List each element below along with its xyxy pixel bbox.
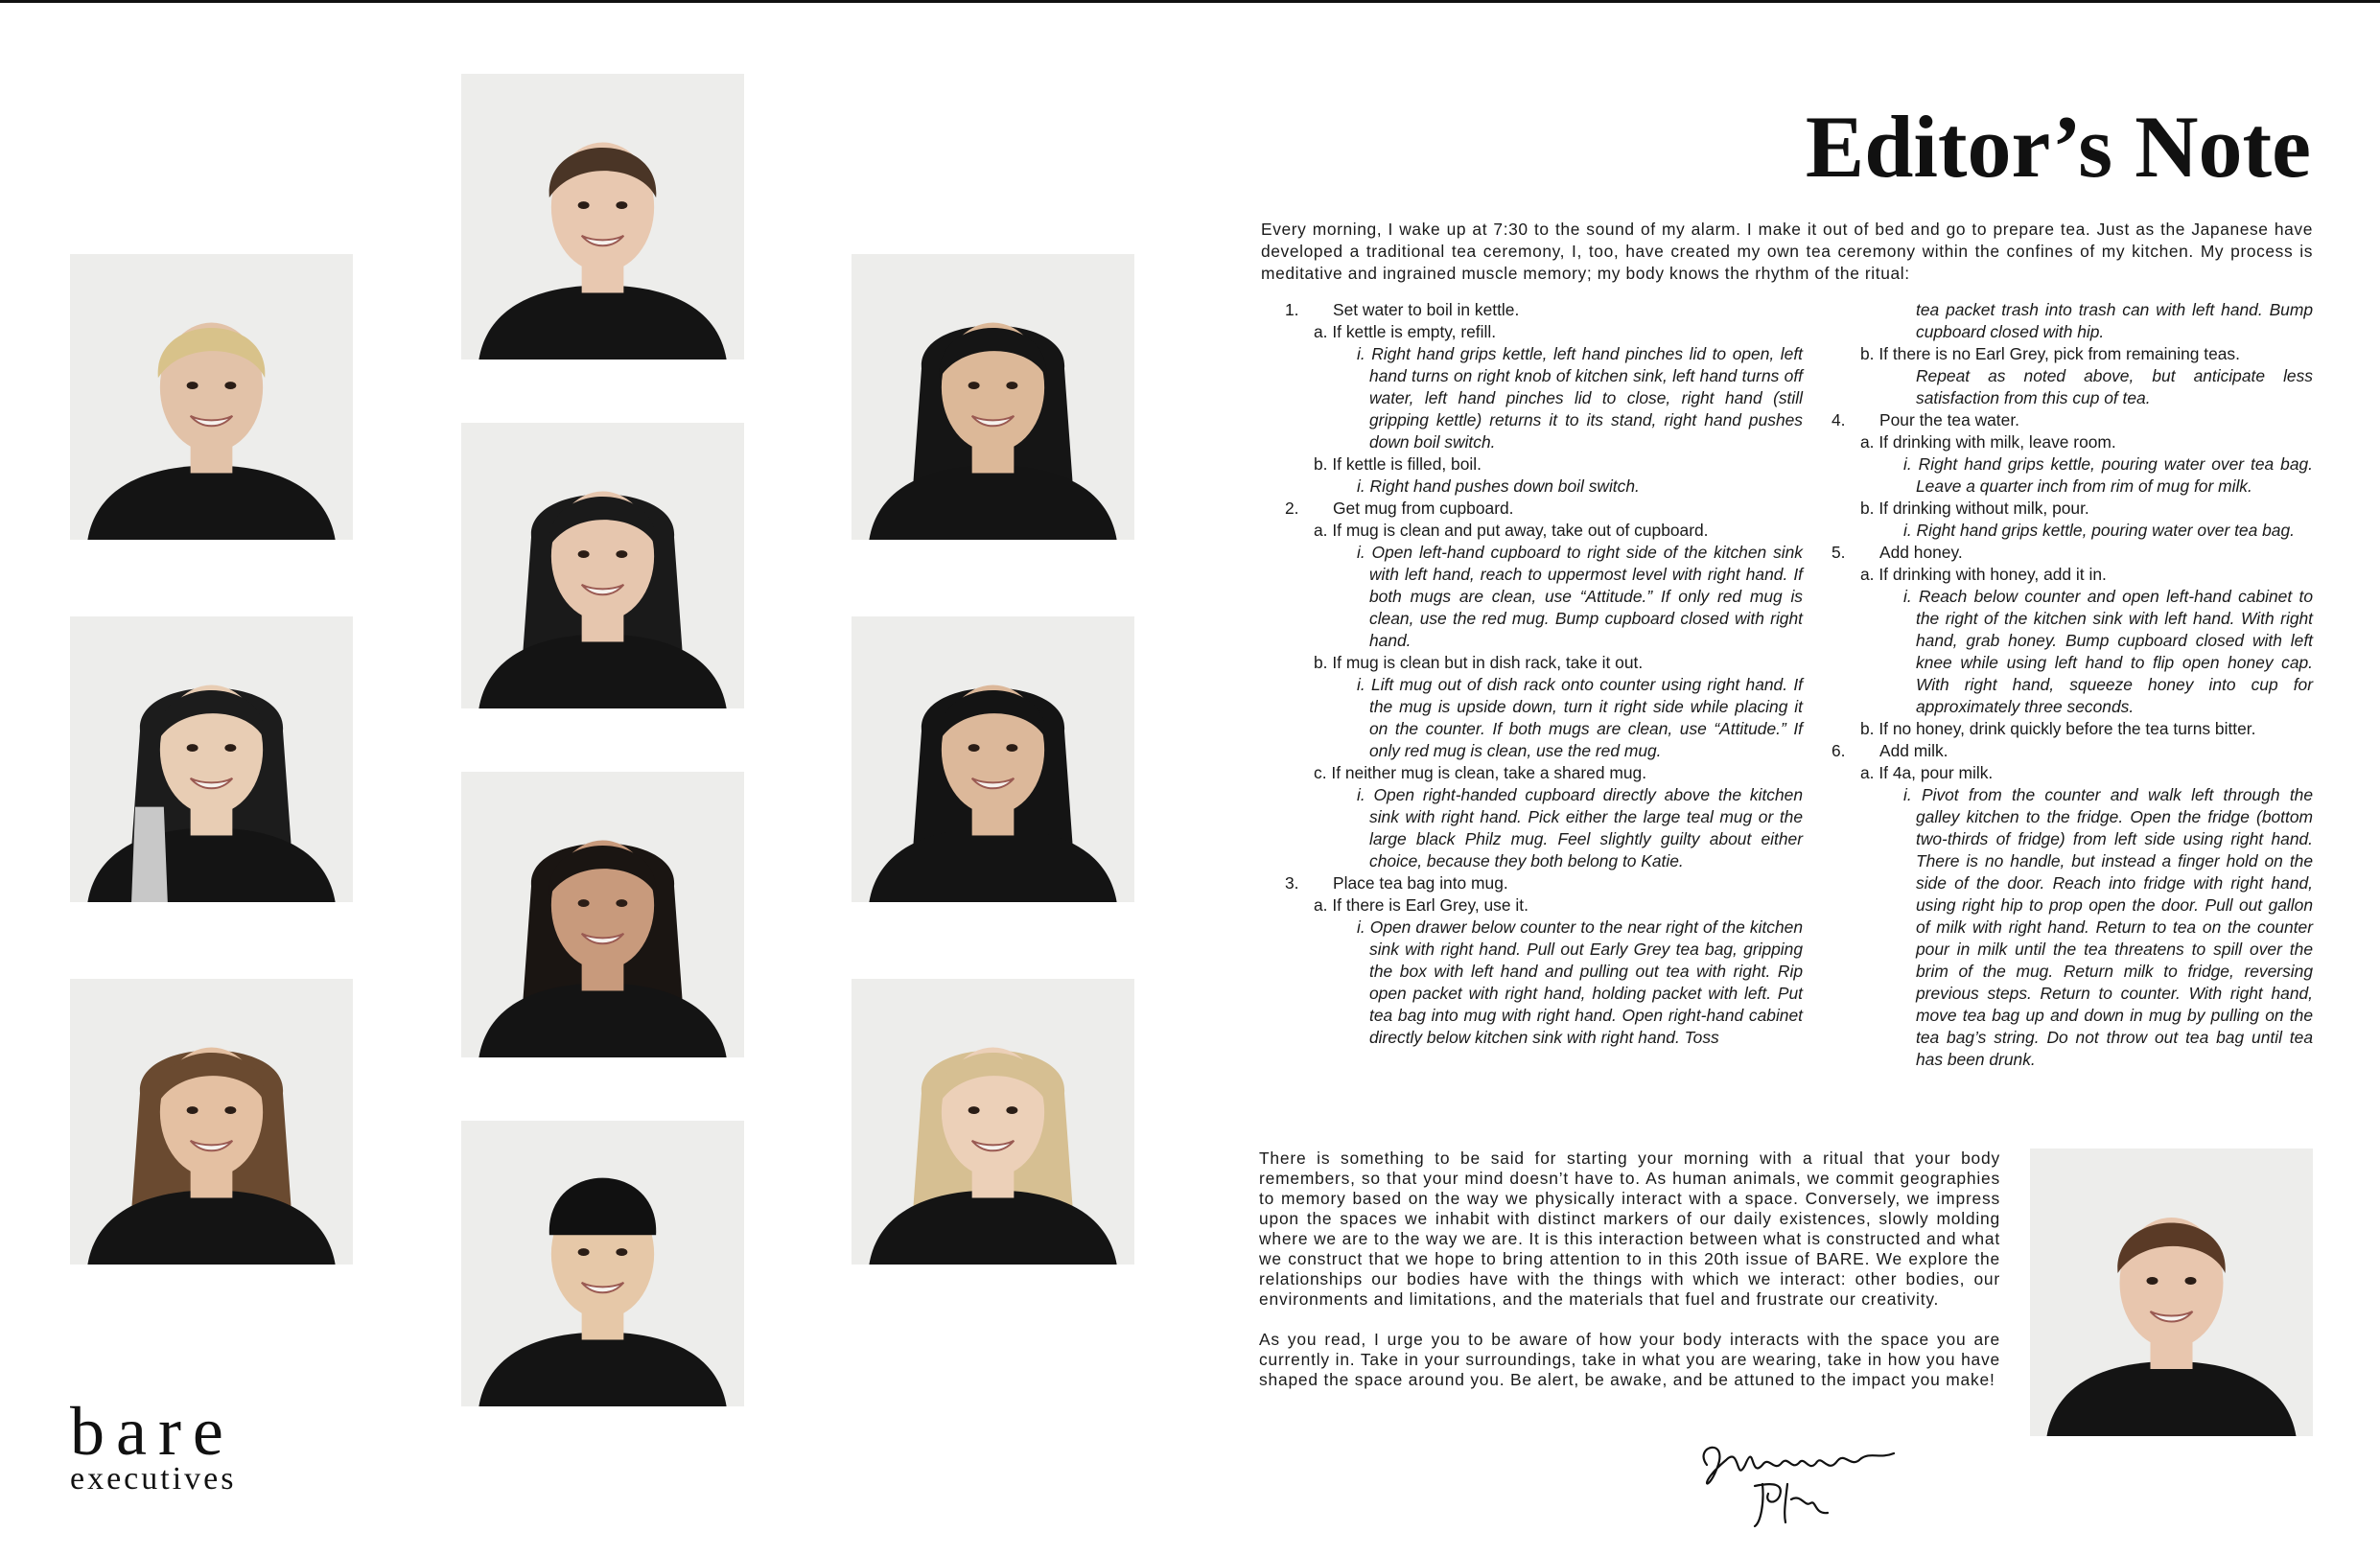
sub-sub-step: Repeat as noted above, but anticipate less satisfaction from this cup of tea. — [1916, 366, 2313, 407]
closing-paragraph: There is something to be said for starting your morning with a ritual that your body remembers, so that your mind doesn’t have to. As human animals, we commit geographies to memory based on the way we physically interact with a space. Conversely, we impress upon the spaces we inhabit with distinct markers of our daily existences, slowly molding where we are to the way we are. It is this interaction between what is constructed and what we construct that we hope to bring attention to in this 20th issue of BARE. We explore the relationships our bodies have with the things with which we interact: other bodies, our environments and limitations, and the materials that fuel and frustrate our creativity. — [1259, 1149, 2000, 1309]
portrait-figure — [852, 979, 1134, 1265]
portrait-figure — [461, 74, 744, 360]
sub-step: a. If there is Earl Grey, use it. — [1314, 895, 1528, 915]
list-item — [1832, 409, 2313, 431]
sub-step: b. If drinking without milk, pour. — [1860, 499, 2089, 518]
portrait-photo — [70, 616, 353, 902]
sub-sub-step: i. Open left-hand cupboard to right side of the kitchen sink with left hand, reach to uppermost level with right hand. If both mugs are clean, use “Attitude.” If only red mug is clean, use the red mug. Bump cupboard closed with right hand. — [1357, 543, 1803, 650]
sub-sub-step: i. Reach below counter and open left-hand cabinet to the right of the kitchen sink with left hand. With right hand, grab honey. Bump cupboard closed with left knee while using left hand to flip open honey cap. With right hand, squeeze honey into cup for approximately three seconds. — [1903, 587, 2313, 716]
list-number: 5. — [1832, 543, 1846, 562]
portrait-photo — [70, 254, 353, 540]
list-item — [1832, 740, 2313, 762]
list-number: 1. — [1285, 300, 1299, 319]
step-text: Pour the tea water. — [1879, 410, 2019, 429]
step-text: Add honey. — [1879, 543, 1963, 562]
sub-step: a. If mug is clean and put away, take out of cupboard. — [1314, 521, 1709, 540]
list-number: 2. — [1285, 499, 1299, 518]
step-text: Set water to boil in kettle. — [1333, 300, 1520, 319]
portrait-figure — [70, 616, 353, 902]
portrait-photo — [461, 772, 744, 1057]
portrait-photo — [852, 979, 1134, 1265]
portrait-photo — [852, 254, 1134, 540]
bare-executives-logo — [70, 1393, 237, 1497]
sub-step: b. If mug is clean but in dish rack, take it out. — [1314, 653, 1644, 672]
portrait-photo — [461, 74, 744, 360]
sub-step: b. If kettle is filled, boil. — [1314, 454, 1482, 474]
step-text: Get mug from cupboard. — [1333, 499, 1514, 518]
portrait-figure — [70, 979, 353, 1265]
sub-step: a. If drinking with milk, leave room. — [1860, 432, 2116, 452]
sub-step: c. If neither mug is clean, take a shared mug. — [1314, 763, 1647, 782]
list-number: 4. — [1832, 410, 1846, 429]
closing-paragraph: As you read, I urge you to be aware of how your body interacts with the space you are currently in. Take in your surroundings, take in what you are wearing, take in how you have shaped the space around you. Be alert, be awake, and be attuned to the impact you make! — [1259, 1330, 2000, 1389]
signature — [1688, 1427, 1918, 1532]
list-number: 6. — [1832, 741, 1846, 760]
sub-sub-step: i. Lift mug out of dish rack onto counter using right hand. If the mug is upside down, turn it right side while placing it on the counter. If both mugs are clean, use “Attitude.” If only red mug is clean, use the red mug. — [1357, 675, 1803, 760]
portrait-photo — [461, 1121, 744, 1406]
sub-step: a. If drinking with honey, add it in. — [1860, 565, 2107, 584]
step-text: Add milk. — [1879, 741, 1948, 760]
list-item — [1832, 542, 2313, 564]
ritual-list-right-column — [1832, 299, 2313, 1071]
sub-sub-step: i. Open drawer below counter to the near right of the kitchen sink with right hand. Pull out Early Grey tea bag, gripping the box with left hand and pulling out tea with right. Rip open packet with right hand, holding packet with left. Put tea bag into mug with right hand. Open right-hand cabinet directly below kitchen sink with right hand. Toss — [1357, 917, 1803, 1047]
editor-portrait-photo — [2030, 1149, 2313, 1436]
sub-step: b. If there is no Earl Grey, pick from remaining teas. — [1860, 344, 2240, 363]
ritual-list-left-column — [1285, 299, 1803, 1049]
portrait-photo — [70, 979, 353, 1265]
portrait-photo — [852, 616, 1134, 902]
portrait-figure — [461, 423, 744, 708]
portrait-figure — [70, 254, 353, 540]
list-item — [1285, 872, 1803, 894]
sub-step: a. If kettle is empty, refill. — [1314, 322, 1497, 341]
sub-sub-step: i. Right hand pushes down boil switch. — [1357, 476, 1640, 496]
portrait-figure — [461, 772, 744, 1057]
sub-sub-step: i. Right hand grips kettle, pouring water over tea bag. Leave a quarter inch from rim of mug for milk. — [1903, 454, 2313, 496]
list-item — [1285, 299, 1803, 321]
top-rule — [0, 0, 2380, 3]
sub-step: a. If 4a, pour milk. — [1860, 763, 1994, 782]
portrait-figure — [852, 254, 1134, 540]
brand-subtitle: executives — [70, 1461, 237, 1497]
page-title: Editor’s Note — [1805, 98, 2311, 196]
intro-paragraph: Every morning, I wake up at 7:30 to the sound of my alarm. I make it out of bed and go to prepare tea. Just as the Japanese have developed a traditional tea ceremony, I, too, have created my own tea ceremony within the confines of my kitchen. My process is meditative and ingrained muscle memory; my body knows the rhythm of the ritual: — [1261, 220, 2313, 283]
sub-sub-step: i. Pivot from the counter and walk left through the galley kitchen to the fridge. Open the fridge (bottom two-thirds of fridge) from left side using right hand. There is no handle, but instead a finger hold on the side of the door. Reach into fridge with right hand, using right hip to prop open the door. Pull out gallon of milk with right hand. Return to tea on the counter pour in milk until the tea threatens to spill over the brim of the mug. Return milk to fridge, reversing previous steps. Return to counter. With right hand, move tea bag up and down in mug by pulling on the tea bag’s string. Do not throw out tea bag until tea has been drunk. — [1903, 785, 2313, 1069]
sub-sub-step: i. Right hand grips kettle, left hand pinches lid to open, left hand turns on right knob of kitchen sink, left hand turns off water, left hand pinches lid to close, right hand (still gripping kettle) returns it to its stand, right hand pushes down boil switch. — [1357, 344, 1803, 452]
closing-text — [1259, 1149, 2000, 1410]
sub-sub-step: i. Right hand grips kettle, pouring water over tea bag. — [1903, 521, 2295, 540]
portrait-photo — [461, 423, 744, 708]
list-number: 3. — [1285, 873, 1299, 893]
sub-step: b. If no honey, drink quickly before the tea turns bitter. — [1860, 719, 2256, 738]
sub-sub-step: i. Open right-handed cupboard directly above the kitchen sink with right hand. Pick either the large teal mug or the large black Philz mug. Feel slightly guilty about either choice, because they both belong to Katie. — [1357, 785, 1803, 870]
portrait-figure — [852, 616, 1134, 902]
portrait-figure — [2030, 1149, 2313, 1436]
continued-step: tea packet trash into trash can with left hand. Bump cupboard closed with hip. — [1916, 300, 2313, 341]
portrait-figure — [461, 1121, 744, 1406]
step-text: Place tea bag into mug. — [1333, 873, 1508, 893]
list-item — [1285, 498, 1803, 520]
brand-name: bare — [70, 1393, 235, 1470]
